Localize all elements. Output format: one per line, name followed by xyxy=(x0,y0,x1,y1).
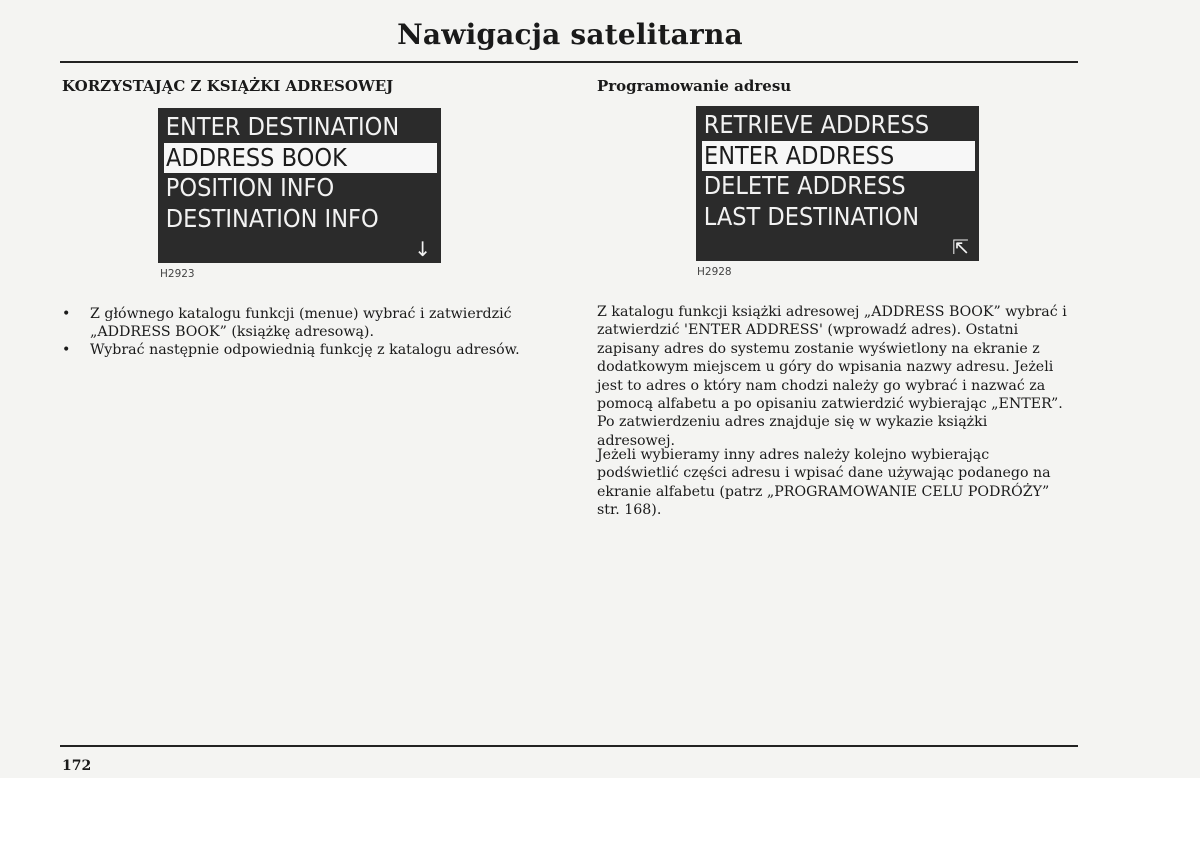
list-item: • Z głównego katalogu funkcji (menue) wybrać i zatwierdzić „ADDRESS BOOK” (książkę adresową). xyxy=(62,306,512,340)
bullet-icon: • xyxy=(62,306,71,322)
menu-item-delete-address: DELETE ADDRESS xyxy=(703,171,906,200)
instruction-list xyxy=(62,305,532,359)
body-paragraph: Z katalogu funkcji książki adresowej „ADDRESS BOOK” wybrać i zatwierdzić 'ENTER ADDRESS' (wprowadź adres). Ostatni zapisany adres do systemu zostanie wyświetlony na ekranie z dodatkowym miejscem u góry do wpisania nazwy adresu. Jeżeli jest to adres o który nam chodzi należy go wybrać i nazwać za pomocą alfabetu a po opisaniu zatwierdzić wybierając „ENTER”. Po zatwierdzeniu adres znajduje się w wykazie książki adresowej. xyxy=(597,304,1067,449)
footer-rule xyxy=(60,745,1078,747)
scroll-down-arrow-icon: ↓ xyxy=(414,237,431,261)
menu-item-enter-destination: ENTER DESTINATION xyxy=(165,112,400,141)
menu-item-address-book-selected: ADDRESS BOOK xyxy=(164,143,437,174)
menu-item-retrieve-address: RETRIEVE ADDRESS xyxy=(703,110,930,139)
nav-screen-main-menu xyxy=(158,108,441,263)
figure-code: H2928 xyxy=(697,266,732,278)
menu-item-enter-address-selected: ENTER ADDRESS xyxy=(702,141,975,172)
bullet-icon: • xyxy=(62,342,71,358)
list-item: • Wybrać następnie odpowiednią funkcję z katalogu adresów. xyxy=(62,342,520,358)
figure-code: H2923 xyxy=(160,268,195,280)
body-paragraph: Jeżeli wybieramy inny adres należy kolejno wybierając podświetlić części adresu i wpisać dane używając podanego na ekranie alfabetu (patrz „PROGRAMOWANIE CELU PODRÓŻY” str. 168). xyxy=(597,447,1051,519)
header-rule xyxy=(60,61,1078,63)
page-number: 172 xyxy=(62,758,92,774)
section-heading-address-book: KORZYSTAJĄC Z KSIĄŻKI ADRESOWEJ xyxy=(62,77,394,95)
nav-screen-address-book-menu xyxy=(696,106,979,261)
return-to-top-icon: ⇱ xyxy=(952,235,969,259)
menu-item-position-info: POSITION INFO xyxy=(165,173,335,202)
menu-item-last-destination: LAST DESTINATION xyxy=(703,201,920,231)
section-heading-address-programming: Programowanie adresu xyxy=(597,77,792,95)
menu-item-destination-info: DESTINATION INFO xyxy=(165,203,379,233)
page-title: Nawigacja satelitarna xyxy=(397,18,743,51)
